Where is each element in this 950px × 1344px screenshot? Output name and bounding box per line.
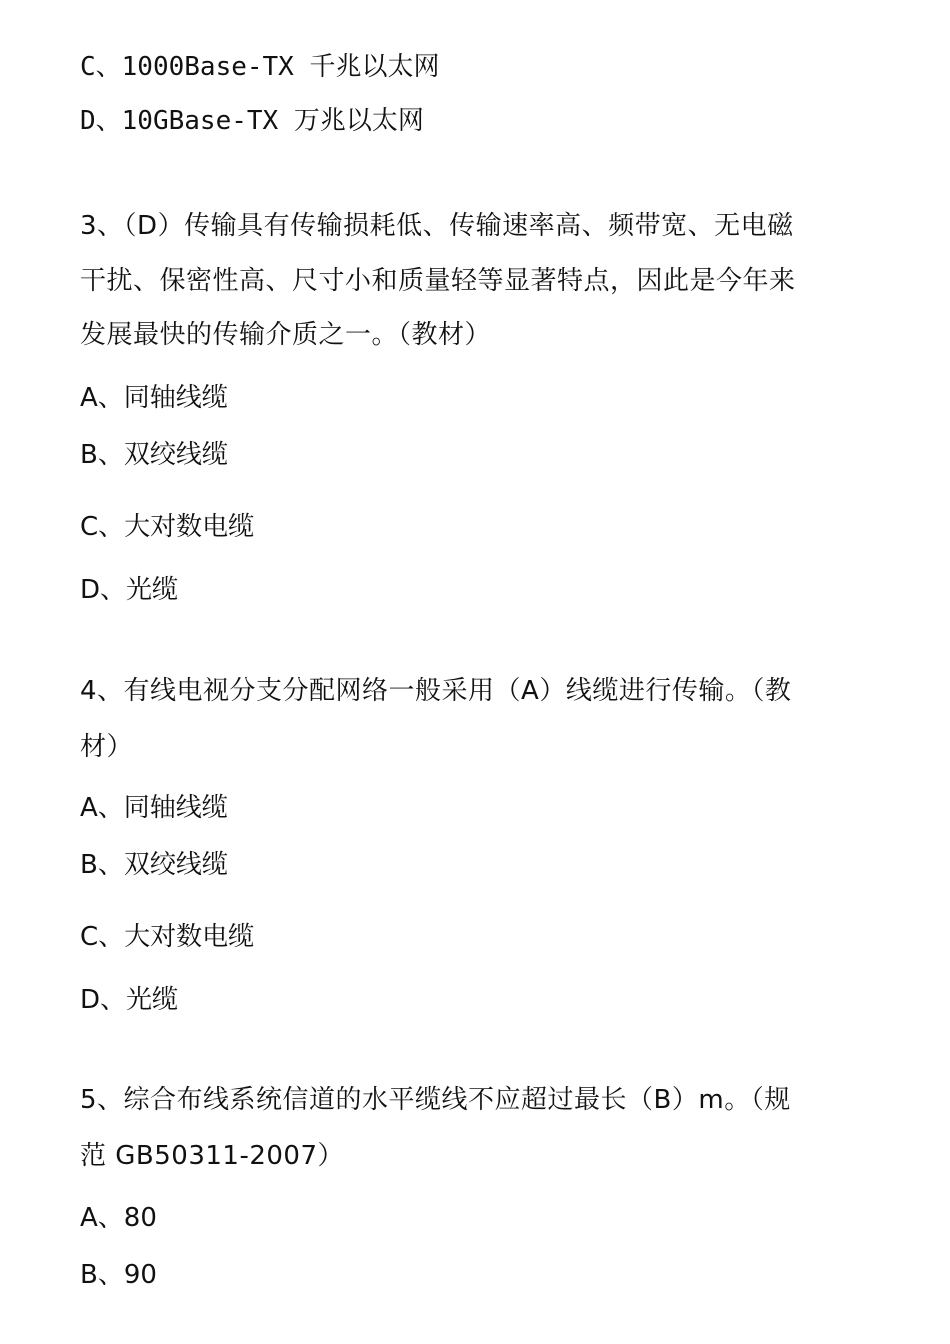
q4-option-b: B、双绞线缆 bbox=[80, 850, 228, 880]
q3-option-c: C、大对数电缆 bbox=[80, 512, 255, 542]
q5-question-line-2: 范 GB50311-2007） bbox=[80, 1141, 345, 1171]
q2-option-c: C、1000Base-TX 千兆以太网 bbox=[80, 52, 440, 82]
q4-question-line-2: 材） bbox=[80, 732, 134, 762]
q4-question-line-1: 4、有线电视分支分配网络一般采用（A）线缆进行传输。（教 bbox=[80, 676, 792, 706]
q3-option-d: D、光缆 bbox=[80, 575, 179, 605]
q3-option-b: B、双绞线缆 bbox=[80, 440, 228, 470]
q3-option-a: A、同轴线缆 bbox=[80, 383, 228, 413]
q2-option-d: D、10GBase-TX 万兆以太网 bbox=[80, 106, 424, 136]
q3-question-line-3: 发展最快的传输介质之一。（教材） bbox=[80, 320, 492, 350]
q4-option-a: A、同轴线缆 bbox=[80, 793, 228, 823]
q5-option-b: B、90 bbox=[80, 1260, 157, 1290]
q3-question-line-1: 3、（D）传输具有传输损耗低、传输速率高、频带宽、无电磁 bbox=[80, 211, 794, 241]
q4-option-c: C、大对数电缆 bbox=[80, 922, 255, 952]
q5-option-a: A、80 bbox=[80, 1203, 157, 1233]
q5-question-line-1: 5、综合布线系统信道的水平缆线不应超过最长（B）m。（规 bbox=[80, 1085, 791, 1115]
q4-option-d: D、光缆 bbox=[80, 985, 179, 1015]
q3-question-line-2: 干扰、保密性高、尺寸小和质量轻等显著特点，因此是今年来 bbox=[80, 266, 796, 296]
